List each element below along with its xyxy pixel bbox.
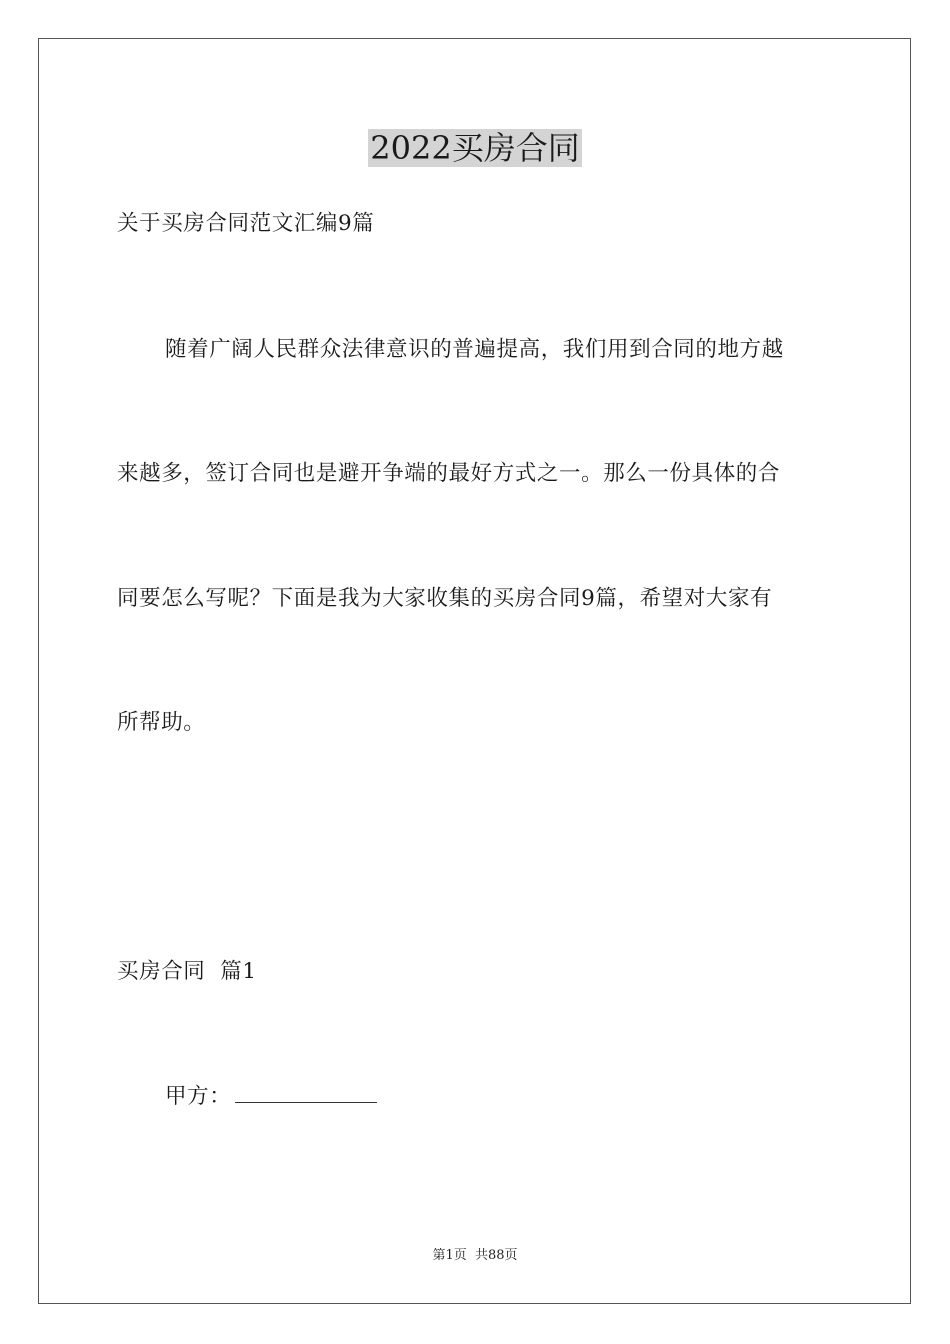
intro-line-3: 同要怎么写呢？下面是我为大家收集的买房合同9篇，希望对大家有 xyxy=(117,586,773,611)
document-subtitle: 关于买房合同范文汇编9篇 xyxy=(117,211,375,236)
document-title-text: 2022买房合同 xyxy=(370,129,580,167)
document-title xyxy=(0,128,950,168)
page-footer: 第1页 共88页 xyxy=(432,1248,518,1263)
intro-line-1: 随着广阔人民群众法律意识的普遍提高，我们用到合同的地方越 xyxy=(165,337,784,362)
party-a-blank-line xyxy=(235,1084,377,1103)
party-a-label: 甲方： xyxy=(165,1084,232,1109)
intro-line-2: 来越多，签订合同也是避开争端的最好方式之一。那么一份具体的合 xyxy=(117,461,781,486)
party-a-row xyxy=(165,1082,885,1112)
intro-line-4: 所帮助。 xyxy=(117,710,206,735)
section-heading: 买房合同 篇1 xyxy=(117,959,257,984)
